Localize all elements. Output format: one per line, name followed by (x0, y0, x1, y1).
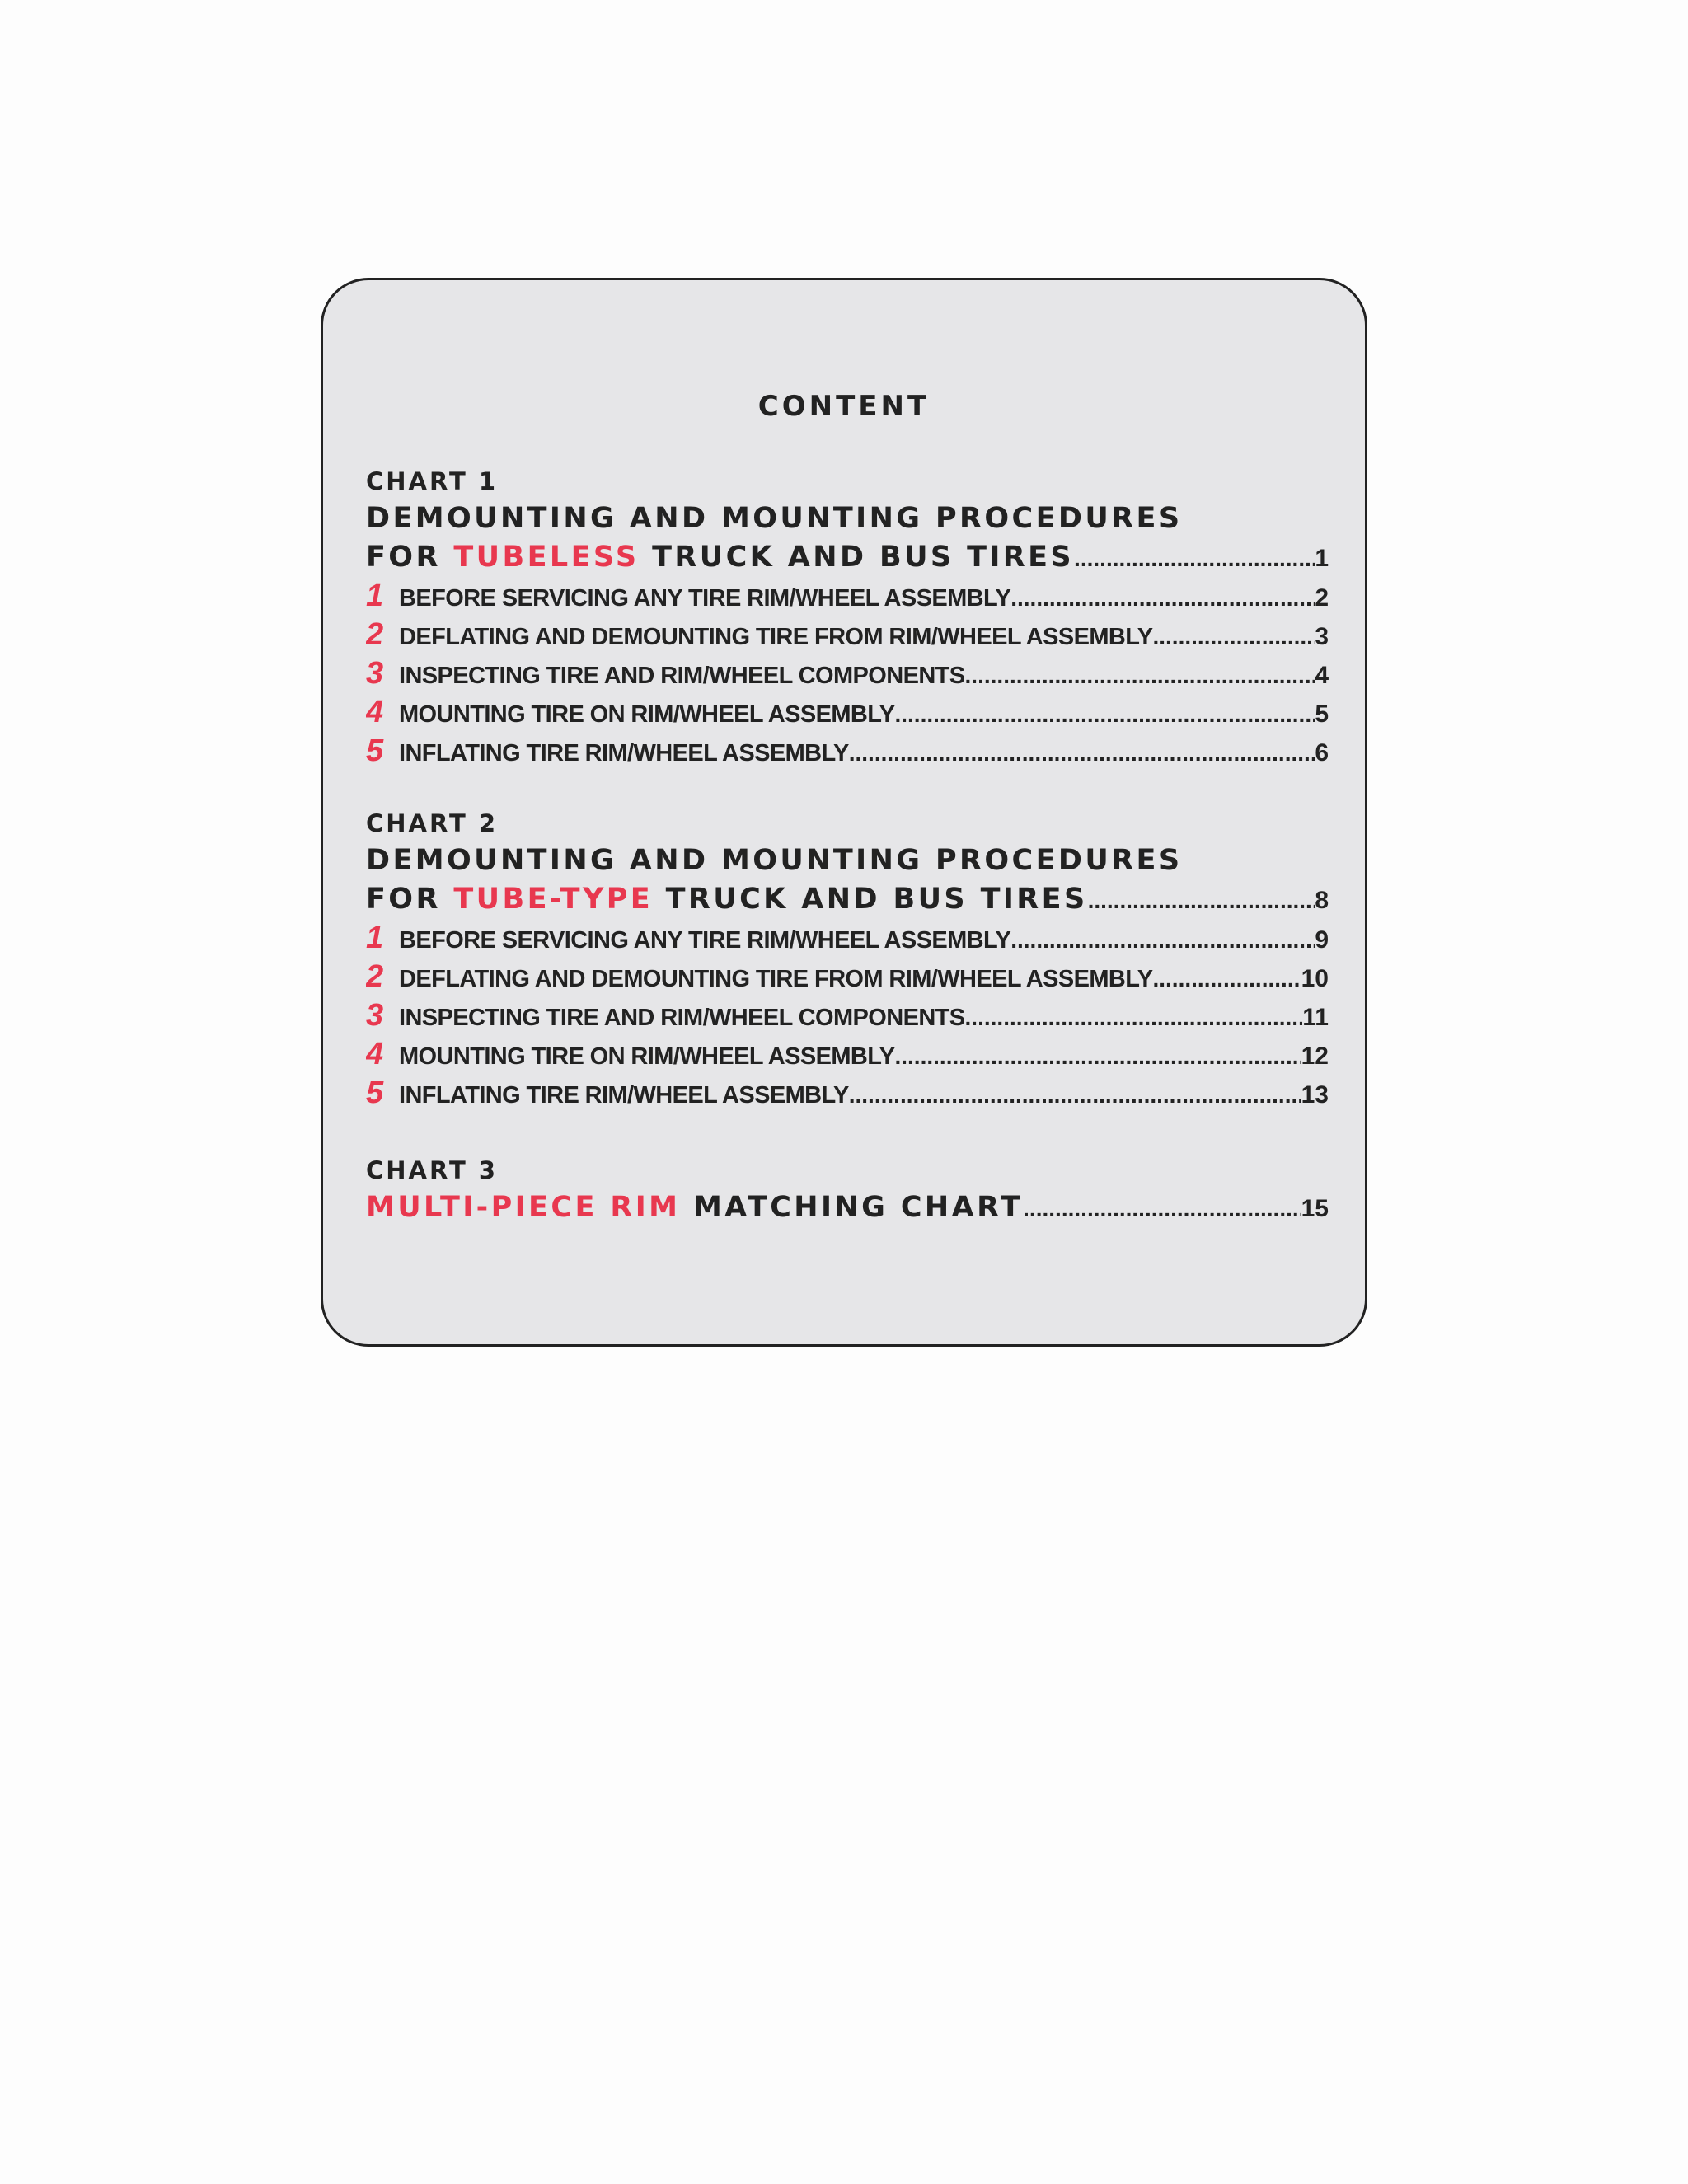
item-page-number: 6 (1315, 739, 1329, 766)
item-number: 4 (366, 1037, 384, 1071)
list-item[interactable] (366, 732, 1329, 771)
chart-2-heading-line1: DEMOUNTING AND MOUNTING PROCEDURES (366, 844, 1183, 877)
chart-2-item-list (366, 919, 1329, 1113)
item-number: 1 (366, 579, 384, 613)
list-item[interactable] (366, 577, 1329, 616)
dot-leader (1152, 959, 1301, 996)
item-number: 5 (366, 733, 384, 768)
dot-leader (1152, 617, 1315, 654)
dot-leader (849, 733, 1315, 771)
item-title: BEFORE SERVICING ANY TIRE RIM/WHEEL ASSEMBLY (399, 585, 1011, 612)
dot-leader (1010, 579, 1315, 616)
chart-1-page-number: 1 (1315, 545, 1329, 572)
item-number: 2 (366, 617, 384, 652)
item-number: 3 (366, 656, 384, 691)
chart-1-item-list (366, 577, 1329, 771)
list-item[interactable] (366, 996, 1329, 1035)
dot-leader (894, 695, 1315, 732)
item-title: MOUNTING TIRE ON RIM/WHEEL ASSEMBLY (399, 1043, 895, 1070)
dot-leader (965, 998, 1303, 1035)
list-item[interactable] (366, 958, 1329, 996)
chart-1-heading-line2[interactable] (366, 538, 1329, 577)
list-item[interactable] (366, 654, 1329, 693)
list-item[interactable] (366, 1074, 1329, 1113)
item-page-number: 10 (1301, 965, 1329, 992)
chart-3-heading[interactable] (366, 1188, 1329, 1227)
chart-1-section (366, 463, 1329, 771)
item-number: 5 (366, 1076, 384, 1110)
chart-3-heading-accent: MULTI-PIECE RIM (366, 1191, 681, 1224)
chart-1-heading-accent: TUBELESS (453, 541, 640, 574)
item-title: INFLATING TIRE RIM/WHEEL ASSEMBLY (399, 1082, 849, 1108)
chart-2-heading-line2[interactable] (366, 880, 1329, 919)
item-number: 4 (366, 695, 384, 729)
item-title: DEFLATING AND DEMOUNTING TIRE FROM RIM/WHEEL ASSEMBLY (399, 624, 1153, 650)
list-item[interactable] (366, 1035, 1329, 1074)
item-page-number: 2 (1315, 584, 1329, 612)
chart-2-label: CHART 2 (366, 809, 499, 837)
item-title: INSPECTING TIRE AND RIM/WHEEL COMPONENTS (399, 663, 965, 689)
item-number: 1 (366, 921, 384, 955)
dot-leader (965, 656, 1315, 693)
chart-2-page-number: 8 (1315, 887, 1329, 914)
item-title: INFLATING TIRE RIM/WHEEL ASSEMBLY (399, 740, 849, 766)
chart-2-heading-prefix: FOR (366, 883, 454, 916)
table-of-contents-box (321, 278, 1367, 1347)
item-number: 3 (366, 998, 384, 1033)
dot-leader (849, 1076, 1301, 1113)
item-title: INSPECTING TIRE AND RIM/WHEEL COMPONENTS (399, 1005, 965, 1031)
chart-3-page-number: 15 (1301, 1195, 1329, 1222)
chart-2-heading-suffix: TRUCK AND BUS TIRES (653, 883, 1088, 916)
chart-1-heading-prefix: FOR (366, 541, 454, 574)
dot-leader (1023, 1188, 1301, 1227)
item-page-number: 11 (1302, 1004, 1329, 1031)
item-number: 2 (366, 959, 384, 994)
chart-3-label: CHART 3 (366, 1156, 499, 1184)
dot-leader (1010, 921, 1315, 958)
dot-leader (1088, 880, 1315, 919)
item-page-number: 12 (1301, 1043, 1329, 1070)
item-title: BEFORE SERVICING ANY TIRE RIM/WHEEL ASSEMBLY (399, 927, 1011, 954)
item-page-number: 4 (1315, 662, 1329, 689)
chart-1-heading-suffix: TRUCK AND BUS TIRES (639, 541, 1075, 574)
dot-leader (1074, 538, 1315, 577)
dot-leader (894, 1037, 1301, 1074)
page-title: CONTENT (757, 390, 931, 423)
item-title: MOUNTING TIRE ON RIM/WHEEL ASSEMBLY (399, 701, 895, 728)
chart-3-section (366, 1152, 1329, 1227)
item-page-number: 9 (1315, 926, 1329, 954)
item-page-number: 5 (1315, 701, 1329, 728)
item-page-number: 13 (1301, 1081, 1329, 1108)
list-item[interactable] (366, 693, 1329, 732)
chart-1-label: CHART 1 (366, 467, 499, 495)
item-page-number: 3 (1315, 623, 1329, 650)
chart-1-heading-line1: DEMOUNTING AND MOUNTING PROCEDURES (366, 502, 1183, 535)
chart-3-heading-suffix: MATCHING CHART (680, 1191, 1024, 1224)
list-item[interactable] (366, 616, 1329, 654)
item-title: DEFLATING AND DEMOUNTING TIRE FROM RIM/WHEEL ASSEMBLY (399, 966, 1153, 992)
list-item[interactable] (366, 919, 1329, 958)
chart-2-heading-accent: TUBE-TYPE (453, 883, 654, 916)
chart-2-section (366, 805, 1329, 1113)
